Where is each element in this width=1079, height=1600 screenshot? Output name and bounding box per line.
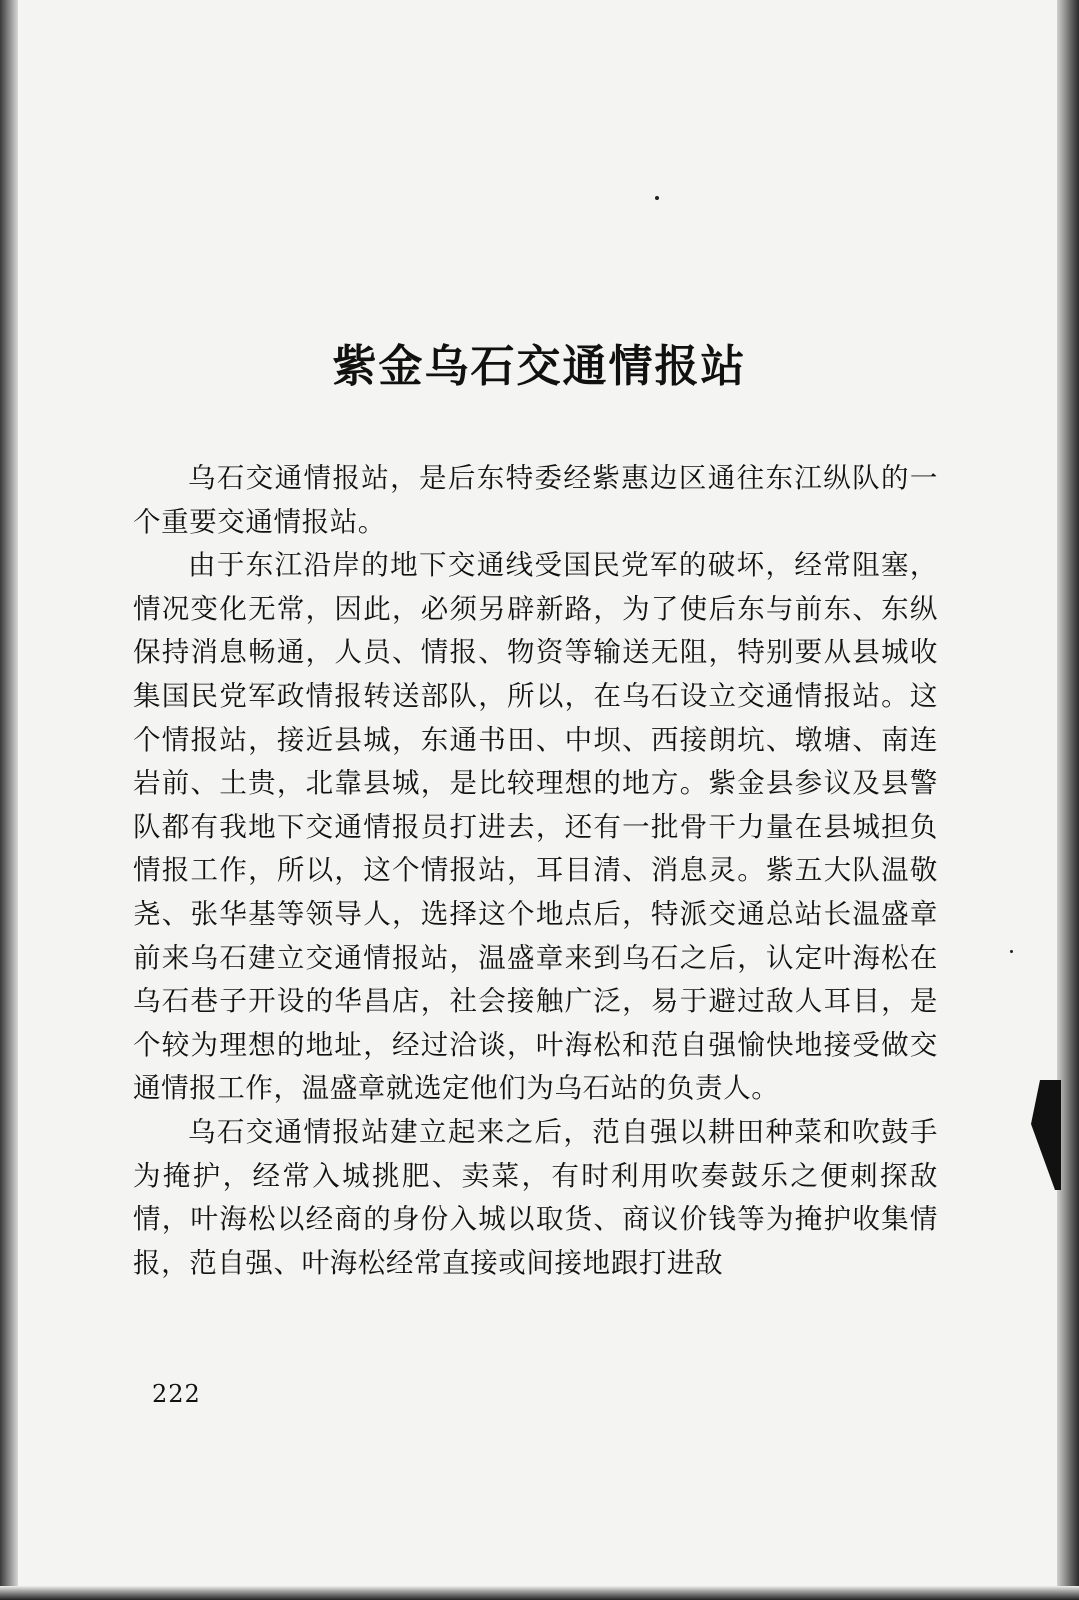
paragraph: 乌石交通情报站建立起来之后，范自强以耕田种菜和吹鼓手为掩护，经常入城挑肥、卖菜，有时利用吹奏鼓乐之便刺探敌情，叶海松以经商的身份入城以取货、商议价钱等为掩护收集情报，范自强、叶海松经常直接或间接地跟打进敌 <box>133 1115 938 1279</box>
paragraph: 由于东江沿岸的地下交通线受国民党军的破坏，经常阻塞，情况变化无常，因此，必须另辟新路，为了使后东与前东、东纵保持消息畅通，人员、情报、物资等输送无阻，特别要从县城收集国民党军政情报转送部队，所以，在乌石设立交通情报站。这个情报站，接近县城，东通书田、中坝、西接朗坑、墩塘、南连岩前、土贵，北靠县城，是比较理想的地方。紫金县参议及县警队都有我地下交通情报员打进去，还有一批骨干力量在县城担负情报工作，所以，这个情报站，耳目清、消息灵。紫五大队温敬尧、张华基等领导人，选择这个地点后，特派交通总站长温盛章前来乌石建立交通情报站，温盛章来到乌石之后，认定叶海松在乌石巷子开设的华昌店，社会接触广泛，易于避过敌人耳目，是个较为理想的地址，经过洽谈，叶海松和范自强愉快地接受做交通情报工作，温盛章就选定他们为乌石站的负责人。 <box>133 549 938 1105</box>
scan-speck <box>655 196 659 200</box>
page-title: 紫金乌石交通情报站 <box>332 341 747 392</box>
body-text <box>133 457 938 1285</box>
page-edge-left <box>0 0 18 1600</box>
paragraph: 乌石交通情报站，是后东特委经紫惠边区通往东江纵队的一个重要交通情报站。 <box>133 462 938 538</box>
page-edge-bottom <box>0 1586 1079 1600</box>
page-edge-right <box>1057 0 1079 1600</box>
scan-speck <box>1010 950 1013 953</box>
page-number: 222 <box>152 1380 201 1408</box>
scan-shadow <box>1031 1080 1061 1190</box>
